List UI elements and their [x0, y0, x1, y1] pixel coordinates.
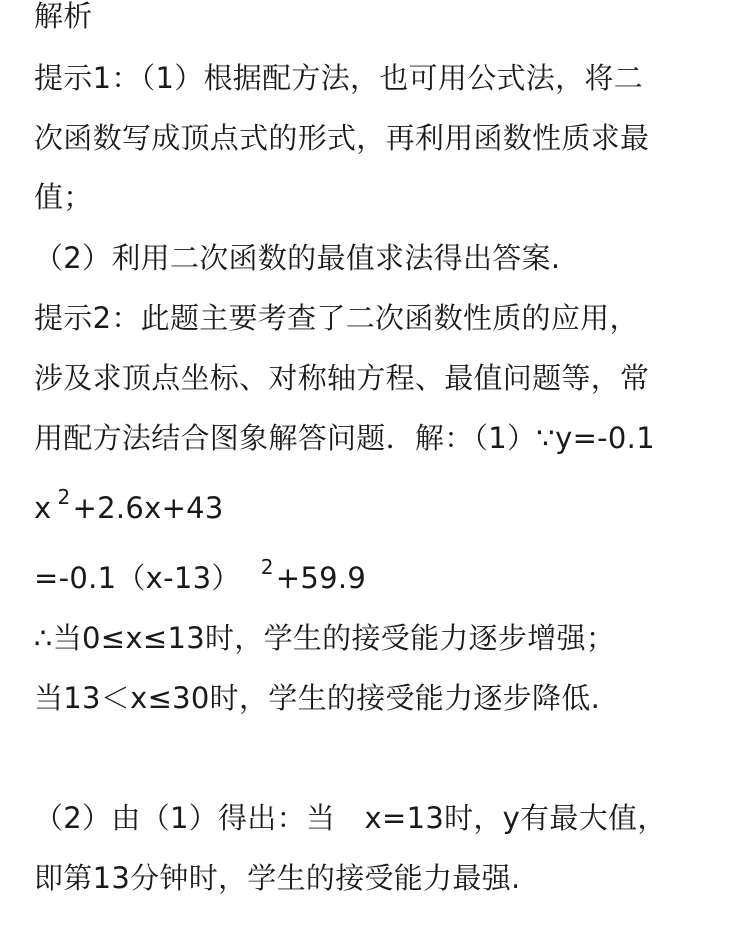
formula-line-1	[34, 485, 224, 531]
conclusion-decreasing: 当13＜x≤30时，学生的接受能力逐步降低.	[34, 681, 601, 715]
formula2-post: +59.9	[275, 561, 367, 595]
part2-line2: 即第13分钟时，学生的接受能力最强.	[34, 861, 521, 895]
hint1-part2: （2）利用二次函数的最值求法得出答案.	[34, 241, 561, 275]
hint2-line2: 涉及求顶点坐标、对称轴方程、最值问题等，常	[34, 361, 650, 395]
formula2-pre: =-0.1（x-13）	[34, 561, 241, 595]
formula1-post: +2.6x+43	[72, 491, 224, 525]
hint1-line1: 提示1：（1）根据配方法，也可用公式法，将二	[34, 61, 644, 95]
part2-line1: （2）由（1）得出：当 x=13时，y有最大值，	[34, 801, 667, 835]
formula1-pre: x	[34, 491, 52, 525]
hint2-line1: 提示2：此题主要考查了二次函数性质的应用，	[34, 301, 639, 335]
conclusion-increasing: ∴当0≤x≤13时，学生的接受能力逐步增强；	[34, 621, 616, 655]
formula-line-2	[34, 555, 367, 601]
hint1-line2: 次函数写成顶点式的形式，再利用函数性质求最	[34, 121, 650, 155]
formula1-exponent: 2	[57, 485, 71, 509]
hint1-line3: 值；	[34, 180, 93, 214]
hint2-line3-solution-start: 用配方法结合图象解答问题．解：（1）∵y=-0.1	[34, 421, 655, 455]
formula2-exponent: 2	[260, 555, 274, 579]
section-title: 解析	[34, 0, 93, 33]
